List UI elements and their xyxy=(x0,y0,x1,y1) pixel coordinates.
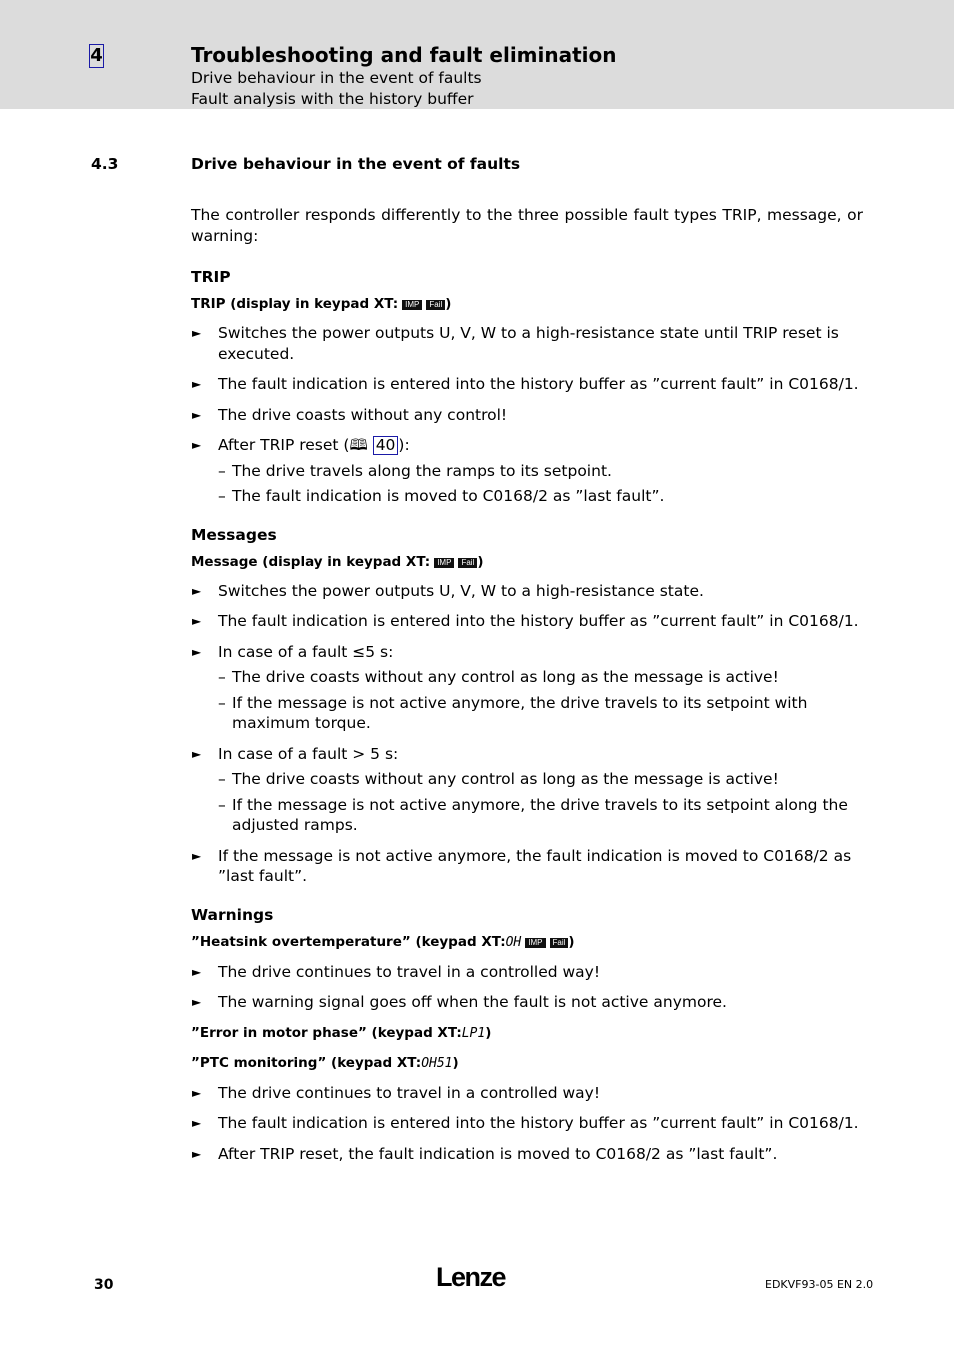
ptc-display-line xyxy=(191,1053,863,1074)
paren-close: ) xyxy=(477,553,484,570)
list-item-text: The drive continues to travel in a controlled way! xyxy=(218,1083,601,1102)
bullet-arrow-icon: ► xyxy=(192,1146,202,1161)
imp-indicator: IMP xyxy=(434,558,454,568)
list-item xyxy=(191,374,863,395)
motor-phase-display-line xyxy=(191,1023,863,1044)
ptc-label: ”PTC monitoring” (keypad XT: xyxy=(191,1054,422,1071)
section-title: Drive behaviour in the event of faults xyxy=(191,155,521,173)
keypad-code: OH51 xyxy=(421,1055,453,1071)
sub-item-text: The fault indication is moved to C0168/2 as ”last fault”. xyxy=(232,487,665,505)
sub-item-text: The drive coasts without any control as long as the message is active! xyxy=(232,668,779,686)
sub-item: – If the message is not active anymore, the drive travels to its setpoint along the adjusted ramps. xyxy=(218,795,848,834)
trip-heading: TRIP xyxy=(191,268,231,286)
page-header xyxy=(0,0,954,109)
list-item xyxy=(191,1083,863,1104)
header-subtitle-2: Fault analysis with the history buffer xyxy=(191,90,474,108)
bullet-arrow-icon: ► xyxy=(192,377,202,391)
bullet-arrow-icon: ► xyxy=(192,1085,202,1100)
messages-heading: Messages xyxy=(191,525,277,544)
keypad-code: LP1 xyxy=(461,1025,486,1041)
list-item xyxy=(191,1113,863,1134)
bullet-arrow-icon: ► xyxy=(192,995,202,1009)
trip-display-label: TRIP (display in keypad XT: xyxy=(191,296,399,312)
fail-indicator: Fail xyxy=(426,300,445,310)
header-subtitle-1: Drive behaviour in the event of faults xyxy=(191,69,482,87)
list-item-text: The fault indication is entered into the history buffer as ”current fault” in C0168/1. xyxy=(218,1114,859,1132)
list-item-text: After TRIP reset, the fault indication is moved to C0168/2 as ”last fault”. xyxy=(218,1144,778,1163)
list-item-text: The fault indication is entered into the history buffer as ”current fault” in C0168/1. xyxy=(218,612,859,630)
imp-indicator: IMP xyxy=(402,300,422,310)
sub-item-text: The drive coasts without any control as long as the message is active! xyxy=(232,770,779,788)
page-number: 30 xyxy=(94,1277,114,1293)
list-item-text: In case of a fault > 5 s: xyxy=(218,744,399,763)
intro-paragraph: The controller responds differently to the three possible fault types TRIP, message, or warning: xyxy=(191,206,863,245)
sub-item-text: The drive travels along the ramps to its setpoint. xyxy=(232,461,612,480)
bullet-arrow-icon: ► xyxy=(192,644,202,659)
list-item-text: The fault indication is entered into the history buffer as ”current fault” in C0168/1. xyxy=(218,375,859,393)
list-item xyxy=(191,323,863,364)
heatsink-label: ”Heatsink overtemperature” (keypad XT: xyxy=(191,933,506,950)
trip-display-line xyxy=(191,294,863,314)
sub-item: – The drive coasts without any control as long as the message is active! xyxy=(218,770,779,788)
list-item-text: The drive coasts without any control! xyxy=(218,405,508,424)
motor-phase-label: ”Error in motor phase” (keypad XT: xyxy=(191,1024,462,1041)
chapter-title: Troubleshooting and fault elimination xyxy=(191,43,617,67)
list-item-text: Switches the power outputs U, V, W to a high-resistance state. xyxy=(218,581,704,600)
list-item xyxy=(191,435,863,507)
list-item-text: ): xyxy=(398,436,410,454)
bullet-arrow-icon: ► xyxy=(192,407,202,422)
heatsink-display-line xyxy=(191,932,863,953)
bullet-arrow-icon: ► xyxy=(192,1116,202,1130)
list-item-text: The drive continues to travel in a controlled way! xyxy=(218,962,601,981)
list-item xyxy=(191,846,863,887)
list-item xyxy=(191,611,863,632)
section-number: 4.3 xyxy=(91,155,119,173)
bullet-arrow-icon: ► xyxy=(192,614,202,628)
list-item xyxy=(191,405,863,426)
list-item-text: In case of a fault ≤5 s: xyxy=(218,642,394,661)
document-id: EDKVF93-05 EN 2.0 xyxy=(765,1278,874,1291)
paren-close: ) xyxy=(445,296,452,312)
paren-close: ) xyxy=(452,1054,459,1071)
page-reference-link[interactable]: 40 xyxy=(373,436,399,455)
list-item xyxy=(191,744,863,836)
lenze-logo: Lenze xyxy=(436,1262,506,1292)
list-item-text: If the message is not active anymore, the fault indication is moved to C0168/2 as ”last fault”. xyxy=(218,846,852,885)
bullet-arrow-icon: ► xyxy=(192,583,202,598)
sub-item: – If the message is not active anymore, the drive travels to its setpoint with maximum torque. xyxy=(218,693,808,732)
list-item xyxy=(191,962,863,983)
list-item xyxy=(191,581,863,602)
list-item xyxy=(191,992,863,1013)
message-display-label: Message (display in keypad XT: xyxy=(191,553,431,570)
sub-item: – The drive travels along the ramps to its setpoint. xyxy=(218,461,612,480)
list-item-text: Switches the power outputs U, V, W to a high-resistance state until TRIP reset is executed. xyxy=(218,324,839,363)
list-item-text: The warning signal goes off when the fault is not active anymore. xyxy=(218,993,727,1011)
fail-indicator: Fail xyxy=(458,558,477,568)
keypad-code: OH xyxy=(505,934,522,950)
list-item xyxy=(191,1144,863,1165)
messages-list xyxy=(191,581,863,887)
sub-item: – The drive coasts without any control as long as the message is active! xyxy=(218,668,779,686)
chapter-number-link[interactable]: 4 xyxy=(90,45,103,66)
paren-close: ) xyxy=(485,1024,492,1041)
trip-list xyxy=(191,323,863,507)
ptc-list xyxy=(191,1083,863,1165)
book-icon: 🕮 xyxy=(349,436,368,454)
main-content xyxy=(191,205,863,1174)
bullet-arrow-icon: ► xyxy=(192,746,202,761)
imp-indicator: IMP xyxy=(525,938,545,948)
list-item-text: After TRIP reset ( xyxy=(218,436,350,454)
warnings-heading: Warnings xyxy=(191,905,274,924)
fail-indicator: Fail xyxy=(550,938,569,948)
sub-item-text: If the message is not active anymore, the drive travels to its setpoint along the adjusted ramps. xyxy=(232,795,848,834)
message-display-line xyxy=(191,552,863,572)
sub-item: – The fault indication is moved to C0168/2 as ”last fault”. xyxy=(218,487,665,505)
bullet-arrow-icon: ► xyxy=(192,438,202,452)
bullet-arrow-icon: ► xyxy=(192,848,202,863)
bullet-arrow-icon: ► xyxy=(192,326,202,340)
list-item xyxy=(191,642,863,734)
sub-item-text: If the message is not active anymore, the drive travels to its setpoint with maximum torque. xyxy=(232,693,808,732)
paren-close: ) xyxy=(568,933,575,950)
heatsink-list xyxy=(191,962,863,1013)
bullet-arrow-icon: ► xyxy=(192,964,202,979)
